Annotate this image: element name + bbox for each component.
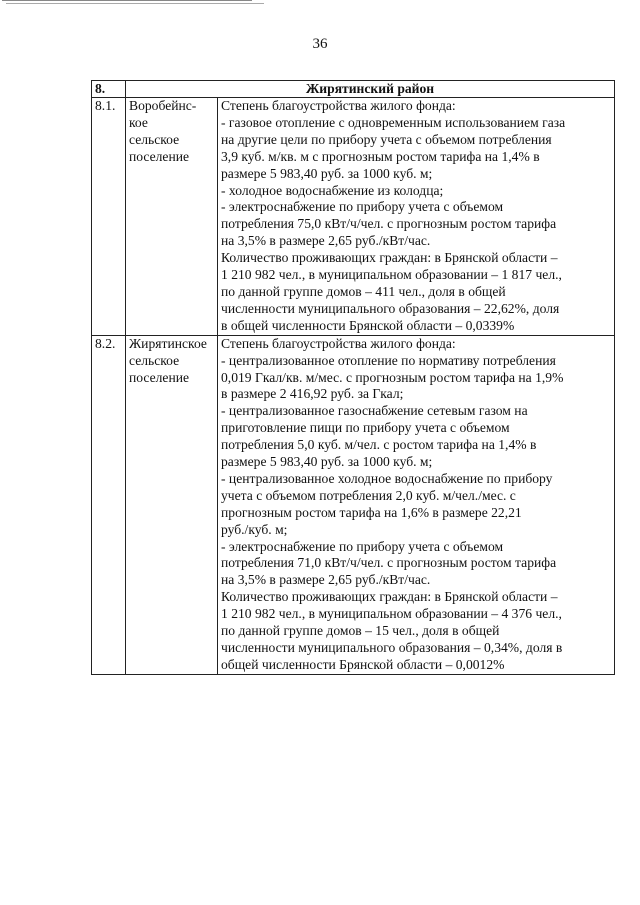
text-line: - электроснабжение по прибору учета с объемом xyxy=(221,538,504,554)
settlement-name-line: сельское xyxy=(129,352,180,368)
header-rule-secondary xyxy=(6,3,264,4)
section-title: Жирятинский район xyxy=(126,81,615,98)
text-line: учета с объемом потребления 2,0 куб. м/чел./мес. с xyxy=(221,487,516,503)
settlement-name-line: Жирятинское xyxy=(129,335,207,351)
section-number: 8. xyxy=(92,81,126,98)
text-line: 1 210 982 чел., в муниципальном образовании – 4 376 чел., xyxy=(221,606,562,622)
text-line: 3,9 куб. м/кв. м с прогнозным ростом тарифа на 1,4% в xyxy=(221,148,540,164)
text-line: Степень благоустройства жилого фонда: xyxy=(221,335,456,351)
text-line: численности муниципального образования – 0,34%, доля в xyxy=(221,640,563,655)
table-row xyxy=(92,335,615,674)
district-table xyxy=(91,80,615,675)
text-line: на другие цели по прибору учета с объемом потребления xyxy=(221,131,552,147)
text-line: численности муниципального образования – 22,62%, доля xyxy=(221,300,560,316)
text-line: Количество проживающих граждан: в Брянской области – xyxy=(221,589,558,605)
page-number: 36 xyxy=(312,36,328,52)
settlement-name-line: Воробейнс- xyxy=(129,98,197,113)
text-line: на 3,5% в размере 2,65 руб./кВт/час. xyxy=(221,233,431,249)
row-number: 8.2. xyxy=(92,335,126,674)
settlement-name-line: поселение xyxy=(129,369,190,385)
text-line: приготовление пищи по прибору учета с объемом xyxy=(221,420,510,436)
text-line: общей численности Брянской области – 0,0012% xyxy=(221,656,505,672)
housing-description xyxy=(218,98,615,336)
header-rule xyxy=(2,0,252,1)
section-header-row xyxy=(92,81,615,98)
text-line: - холодное водоснабжение из колодца; xyxy=(221,182,444,198)
text-line: 1 210 982 чел., в муниципальном образовании – 1 817 чел., xyxy=(221,267,562,283)
text-line: в размере 2 416,92 руб. за Гкал; xyxy=(221,386,404,402)
settlement-name xyxy=(126,335,218,674)
text-line: - электроснабжение по прибору учета с объемом xyxy=(221,199,504,215)
text-line: на 3,5% в размере 2,65 руб./кВт/час. xyxy=(221,572,431,588)
table-row xyxy=(92,98,615,336)
text-line: размере 5 983,40 руб. за 1000 куб. м; xyxy=(221,454,433,470)
text-line: руб./куб. м; xyxy=(221,521,288,537)
text-line: размере 5 983,40 руб. за 1000 куб. м; xyxy=(221,165,433,181)
text-line: потребления 75,0 кВт/ч/чел. с прогнозным ростом тарифа xyxy=(221,216,557,232)
text-line: - централизованное газоснабжение сетевым газом на xyxy=(221,403,528,419)
text-line: 0,019 Гкал/кв. м/мес. с прогнозным ростом тарифа на 1,9% xyxy=(221,369,564,385)
text-line: по данной группе домов – 15 чел., доля в общей xyxy=(221,623,500,639)
text-line: Степень благоустройства жилого фонда: xyxy=(221,98,456,113)
text-line: прогнозным ростом тарифа на 1,6% в размере 22,21 xyxy=(221,504,522,520)
settlement-name-line: кое xyxy=(129,114,148,130)
settlement-name-line: сельское xyxy=(129,131,180,147)
text-line: потребления 71,0 кВт/ч/чел. с прогнозным ростом тарифа xyxy=(221,555,557,571)
text-line: - централизованное отопление по нормативу потребления xyxy=(221,352,556,368)
settlement-name-line: поселение xyxy=(129,148,190,164)
housing-description xyxy=(218,335,615,674)
text-line: - газовое отопление с одновременным использованием газа xyxy=(221,114,566,130)
row-number: 8.1. xyxy=(92,98,126,336)
text-line: Количество проживающих граждан: в Брянской области – xyxy=(221,250,558,266)
text-line: потребления 5,0 куб. м/чел. с ростом тарифа на 1,4% в xyxy=(221,437,537,453)
text-line: в общей численности Брянской области – 0,0339% xyxy=(221,317,515,333)
text-line: по данной группе домов – 411 чел., доля в общей xyxy=(221,283,506,299)
settlement-name xyxy=(126,98,218,336)
text-line: - централизованное холодное водоснабжение по прибору xyxy=(221,470,553,486)
